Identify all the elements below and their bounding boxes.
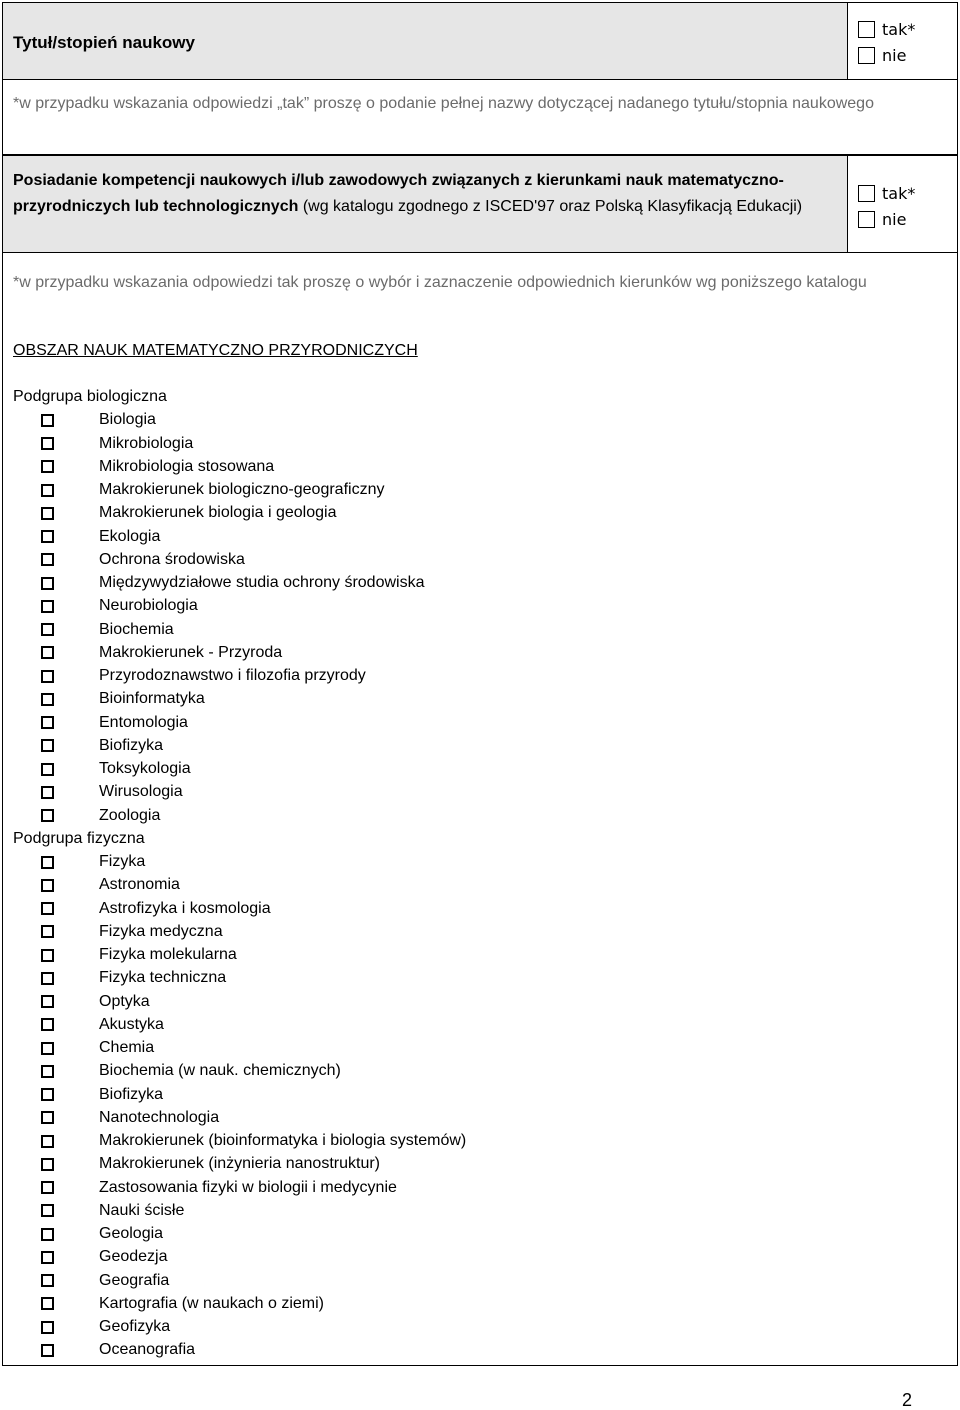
area-title: OBSZAR NAUK MATEMATYCZNO PRZYRODNICZYCH (13, 342, 418, 359)
checkbox-icon[interactable] (41, 925, 54, 938)
degree-no-label: nie (882, 46, 907, 65)
competence-no-label: nie (882, 210, 907, 229)
checkbox-icon[interactable] (41, 437, 54, 450)
catalog-item-label: Makrokierunek - Przyroda (99, 643, 283, 661)
page-number: 2 (902, 1390, 913, 1410)
catalog-item-label: Zoologia (99, 806, 161, 824)
checkbox-icon[interactable] (41, 1321, 54, 1334)
checkbox-icon[interactable] (41, 786, 54, 799)
catalog-item-label: Geografia (99, 1271, 170, 1289)
catalog-item-label: Akustyka (99, 1015, 164, 1033)
catalog-item[interactable] (41, 457, 274, 477)
catalog-item[interactable] (41, 1294, 324, 1314)
catalog-item-label: Neurobiologia (99, 597, 198, 615)
catalog-item-label: Wirusologia (99, 783, 183, 801)
checkbox-icon[interactable] (41, 1111, 54, 1124)
catalog-item[interactable] (41, 434, 193, 454)
catalog-item[interactable] (41, 410, 156, 430)
catalog-note: *w przypadku wskazania odpowiedzi tak proszę o wybór i zaznaczenie odpowiednich kierunków wg poniższego katalogu (13, 274, 867, 291)
catalog-item[interactable] (41, 1178, 397, 1198)
checkbox-icon[interactable] (41, 1042, 54, 1055)
catalog-item[interactable] (41, 875, 180, 895)
catalog-item[interactable] (41, 899, 271, 919)
checkbox-icon[interactable] (41, 623, 54, 636)
catalog-item[interactable] (41, 736, 163, 756)
competence-option-yes[interactable] (858, 184, 915, 203)
checkbox-icon[interactable] (41, 856, 54, 869)
competence-option-no[interactable] (858, 210, 906, 229)
competence-label (13, 168, 833, 220)
catalog-item[interactable] (41, 759, 191, 779)
checkbox-icon[interactable] (41, 1135, 54, 1148)
catalog-item-label: Geologia (99, 1225, 164, 1242)
catalog-item-label: Makrokierunek biologia i geologia (99, 504, 337, 522)
catalog-item[interactable] (41, 1154, 380, 1174)
catalog-item[interactable] (41, 1317, 170, 1337)
catalog-item[interactable] (41, 922, 223, 942)
catalog-item[interactable] (41, 643, 282, 663)
checkbox-icon[interactable] (41, 600, 54, 613)
catalog-item[interactable] (41, 852, 145, 872)
catalog-item[interactable] (41, 596, 198, 616)
checkbox-icon[interactable] (41, 577, 54, 590)
catalog-item[interactable] (41, 666, 366, 686)
competence-label-bold: Posiadanie kompetencji naukowych i/lub zawodowych związanych z kierunkami nauk matematyczno-przyrodniczych lub technologicznych (13, 172, 784, 215)
checkbox-icon[interactable] (41, 646, 54, 659)
catalog-item[interactable] (41, 1038, 154, 1058)
checkbox-icon[interactable] (41, 484, 54, 497)
catalog-item-label: Nauki ścisłe (99, 1201, 185, 1219)
catalog-item[interactable] (41, 1108, 219, 1128)
catalog-item[interactable] (41, 806, 160, 826)
catalog-item-label: Ochrona środowiska (99, 550, 245, 568)
catalog-item[interactable] (41, 573, 424, 593)
catalog-item-label: Fizyka techniczna (99, 969, 227, 987)
catalog-item[interactable] (41, 1247, 168, 1267)
catalog-item-label: Astronomia (99, 876, 180, 894)
catalog-item[interactable] (41, 1131, 466, 1151)
catalog-item-label: Makrokierunek (bioinformatyka i biologia systemów) (99, 1132, 467, 1149)
checkbox-icon[interactable] (41, 1204, 54, 1217)
checkbox-icon[interactable] (41, 460, 54, 473)
catalog-item-label: Makrokierunek biologiczno-geograficzny (99, 481, 385, 498)
checkbox-icon[interactable] (858, 47, 875, 64)
catalog-item[interactable] (41, 1015, 164, 1035)
catalog-item[interactable] (41, 620, 174, 640)
checkbox-icon[interactable] (41, 879, 54, 892)
degree-row (2, 2, 958, 80)
checkbox-icon[interactable] (858, 21, 875, 38)
checkbox-icon[interactable] (41, 949, 54, 962)
catalog-item-label: Zastosowania fizyki w biologii i medycynie (99, 1178, 397, 1196)
checkbox-icon[interactable] (41, 1018, 54, 1031)
checkbox-icon[interactable] (41, 902, 54, 915)
catalog-item[interactable] (41, 1340, 195, 1360)
checkbox-icon[interactable] (858, 185, 875, 202)
catalog-item[interactable] (41, 992, 150, 1012)
catalog-item-label: Chemia (99, 1039, 155, 1056)
checkbox-icon[interactable] (41, 763, 54, 776)
catalog-item-label: Astrofizyka i kosmologia (99, 899, 271, 917)
catalog-item-label: Biochemia (w nauk. chemicznych) (99, 1062, 341, 1080)
checkbox-icon[interactable] (41, 1297, 54, 1310)
catalog-item-label: Biofizyka (99, 736, 164, 754)
catalog-item-label: Fizyka (99, 853, 146, 870)
catalog-item[interactable] (41, 550, 245, 570)
catalog-item[interactable] (41, 713, 188, 733)
checkbox-icon[interactable] (41, 1181, 54, 1194)
checkbox-icon[interactable] (41, 972, 54, 985)
checkbox-icon[interactable] (41, 507, 54, 520)
catalog-item-label: Biologia (99, 411, 156, 429)
subgroup-title: Podgrupa biologiczna (13, 388, 167, 405)
degree-options (847, 3, 957, 79)
catalog-item-label: Ekologia (99, 527, 161, 545)
catalog-item-label: Mikrobiologia (99, 434, 194, 452)
catalog-item[interactable] (41, 527, 160, 547)
catalog-item[interactable] (41, 968, 226, 988)
checkbox-icon[interactable] (41, 1344, 54, 1357)
catalog-item-label: Toksykologia (99, 760, 191, 777)
checkbox-icon[interactable] (41, 530, 54, 543)
checkbox-icon[interactable] (41, 1065, 54, 1078)
catalog-item-label: Fizyka molekularna (99, 946, 237, 963)
catalog-item-label: Entomologia (99, 713, 188, 731)
degree-option-no[interactable] (858, 46, 906, 65)
catalog-item-label: Nanotechnologia (99, 1108, 220, 1126)
catalog-item-label: Geofizyka (99, 1318, 171, 1335)
catalog-item-label: Makrokierunek (inżynieria nanostruktur) (99, 1155, 380, 1173)
catalog-item[interactable] (41, 1061, 341, 1081)
checkbox-icon[interactable] (41, 414, 54, 427)
checkbox-icon[interactable] (41, 739, 54, 752)
checkbox-icon[interactable] (41, 1158, 54, 1171)
checkbox-icon[interactable] (858, 211, 875, 228)
catalog-item-label: Oceanografia (99, 1341, 196, 1359)
catalog-item[interactable] (41, 782, 183, 802)
checkbox-icon[interactable] (41, 670, 54, 683)
degree-note-row (2, 80, 958, 155)
degree-option-yes[interactable] (858, 20, 915, 39)
checkbox-icon[interactable] (41, 995, 54, 1008)
catalog-item-label: Bioinformatyka (99, 690, 205, 708)
catalog-item[interactable] (41, 1201, 184, 1221)
degree-note: *w przypadku wskazania odpowiedzi „tak” proszę o podanie pełnej nazwy dotyczącej nadanego tytułu/stopnia naukowego (13, 95, 874, 112)
catalog-item[interactable] (41, 503, 336, 523)
competence-label-rest: (wg katalogu zgodnego z ISCED'97 oraz Polską Klasyfikacją Edukacji) (298, 198, 803, 215)
checkbox-icon[interactable] (41, 553, 54, 566)
catalog-item[interactable] (41, 689, 205, 709)
catalog-item-label: Geodezja (99, 1248, 168, 1266)
catalog-item[interactable] (41, 945, 237, 965)
competence-yes-label: tak* (882, 184, 916, 203)
catalog-item-label: Biochemia (99, 620, 174, 638)
degree-label: Tytuł/stopień naukowy (13, 33, 195, 52)
catalog-item[interactable] (41, 1271, 169, 1291)
catalog-item-label: Kartografia (w naukach o ziemi) (99, 1294, 324, 1312)
catalog-item-label: Przyrodoznawstwo i filozofia przyrody (99, 667, 366, 684)
catalog-item-label: Fizyka medyczna (99, 922, 223, 940)
catalog-item[interactable] (41, 480, 384, 500)
checkbox-icon[interactable] (41, 1228, 54, 1241)
degree-yes-label: tak* (882, 20, 916, 39)
competence-options (847, 156, 957, 252)
catalog-item-label: Optyka (99, 992, 150, 1010)
catalog-item-label: Mikrobiologia stosowana (99, 457, 275, 475)
catalog-item[interactable] (41, 1224, 163, 1244)
checkbox-icon[interactable] (41, 809, 54, 822)
checkbox-icon[interactable] (41, 693, 54, 706)
checkbox-icon[interactable] (41, 1088, 54, 1101)
catalog-item-label: Międzywydziałowe studia ochrony środowiska (99, 574, 425, 591)
catalog-item[interactable] (41, 1085, 163, 1105)
checkbox-icon[interactable] (41, 1274, 54, 1287)
catalog-item-label: Biofizyka (99, 1085, 164, 1103)
competence-row (2, 155, 958, 253)
catalog-row (2, 253, 958, 1366)
subgroup-title: Podgrupa fizyczna (13, 829, 145, 847)
checkbox-icon[interactable] (41, 716, 54, 729)
checkbox-icon[interactable] (41, 1251, 54, 1264)
